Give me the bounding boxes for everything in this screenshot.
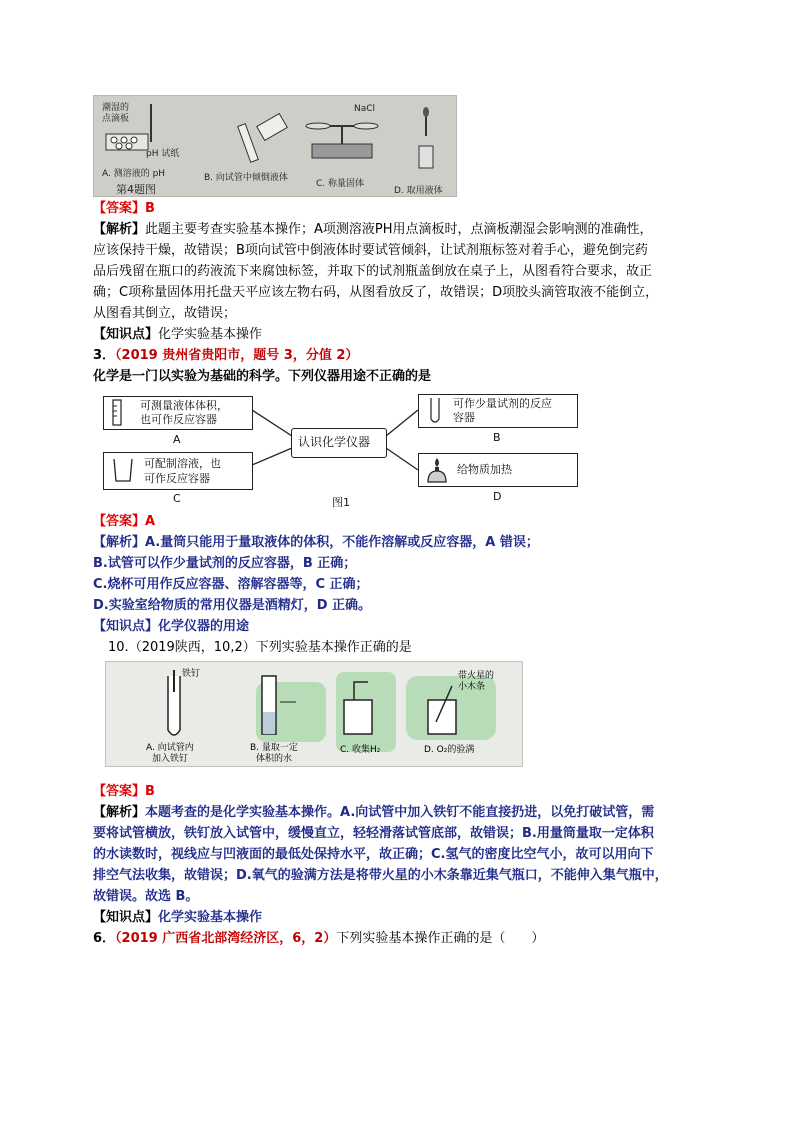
analysis-label: 【解析】 xyxy=(93,222,146,237)
q4-fig-caption: 第4题图 xyxy=(116,183,156,196)
q4-analysis-line-4: 确；C项称量固体用托盘天平应该左物右码，从图看放反了，故错误；D项胶头滴管取液不能倒立， xyxy=(93,285,659,300)
answer-value: A xyxy=(145,514,156,529)
q4-fig-option-c: C. 称量固体 xyxy=(316,179,365,189)
answer-label: 【答案】 xyxy=(93,514,146,529)
q4-fig-nacl: NaCl xyxy=(354,104,376,114)
q10-fig-opt-b-2: 体积的水 xyxy=(256,754,293,764)
graduated-cylinder-icon xyxy=(110,399,124,427)
q10-fig-opt-d: D. O₂的验满 xyxy=(424,745,475,755)
q10-fig-splint-label-1: 带火星的 xyxy=(458,671,495,681)
q3-a-line2: 也可作反应容器 xyxy=(140,413,217,426)
q3-letter-b: B xyxy=(493,431,501,444)
q4-fig-option-d: D. 取用液体 xyxy=(394,186,443,196)
q10-knowledge-point xyxy=(93,908,262,928)
q10-fig-opt-b-1: B. 量取一定 xyxy=(250,743,298,753)
q3-b-line1: 可作少量试剂的反应 xyxy=(453,397,552,410)
q4-analysis-line-2: 应该保持干燥，故错误；B项向试管中倒液体时要试管倾斜，让试剂瓶标签对着手心，避免倒完药 xyxy=(93,243,648,258)
beaker-icon xyxy=(112,457,134,483)
q3-stem: 化学是一门以实验为基础的科学。下列仪器用途不正确的是 xyxy=(93,369,432,384)
q3-box-c xyxy=(103,452,253,490)
answer-value: B xyxy=(145,201,155,216)
q10-analysis-line-3: 的水读数时，视线应与凹液面的最低处保持水平，故正确；C.氢气的密度比空气小，故可以用向下 xyxy=(93,847,654,862)
q3-box-b xyxy=(418,394,578,428)
q10-source: （2019陕西，10,2） xyxy=(128,640,256,655)
q6-number: 6． xyxy=(93,931,116,946)
q3-letter-a: A xyxy=(173,433,181,446)
q10-answer-line xyxy=(93,782,155,802)
q3-a-line1: 可测量液体体积， xyxy=(140,399,228,412)
kp-label: 【知识点】 xyxy=(93,619,159,634)
q10-analysis-line-2: 要将试管横放，铁钉放入试管中，缓慢直立，轻轻滑落试管底部，故错误；B.用量筒量取一定体积 xyxy=(93,826,654,841)
analysis-text: 本题考查的是化学实验基本操作。A.向试管中加入铁钉不能直接扔进，以免打破试管，需 xyxy=(145,805,655,820)
answer-label: 【答案】 xyxy=(93,784,146,799)
kp-text: 化学仪器的用途 xyxy=(158,619,250,634)
q4-analysis-line-5: 从图看其倒立，故错误； xyxy=(93,306,237,321)
q3-c-line1: 可配制溶液，也 xyxy=(144,457,221,470)
q10-stem: 下列实验基本操作正确的是 xyxy=(255,640,412,655)
q10-fig-opt-a-1: A. 向试管内 xyxy=(146,743,194,753)
q3-figure-caption: 图1 xyxy=(332,496,350,509)
q3-center-box xyxy=(291,428,387,458)
q10-analysis-line-1 xyxy=(93,803,654,823)
q4-fig-label-plate: 点滴板 xyxy=(102,114,130,124)
q6-source: （2019 广西省北部湾经济区，6，2） xyxy=(115,931,337,946)
q4-fig-option-a: A. 测溶液的 pH xyxy=(102,169,166,179)
q3-analysis-line-2: B.试管可以作少量试剂的反应容器，B 正确； xyxy=(93,556,357,571)
answer-value: B xyxy=(145,784,155,799)
q3-analysis-line-4: D.实验室给物质的常用仪器是酒精灯，D 正确。 xyxy=(93,598,372,613)
q10-fig-nail-label: 铁钉 xyxy=(182,669,201,679)
q4-fig-label-wet: 潮湿的 xyxy=(102,103,130,113)
q3-b-line2: 容器 xyxy=(453,411,475,424)
q4-fig-ph-paper: pH 试纸 xyxy=(146,149,180,159)
q3-answer-line xyxy=(93,512,155,532)
q10-analysis-line-4: 排空气法收集，故错误；D.氧气的验满方法是将带火星的小木条靠近集气瓶口，不能伸入集气瓶中， xyxy=(93,868,668,883)
q10-fig-opt-c: C. 收集H₂ xyxy=(340,745,381,755)
q3-analysis-line-3: C.烧杯可用作反应容器、溶解容器等，C 正确； xyxy=(93,577,369,592)
analysis-label: 【解析】 xyxy=(93,805,146,820)
q3-letter-d: D xyxy=(493,490,502,503)
answer-label: 【答案】 xyxy=(93,201,146,216)
q10-header xyxy=(108,638,412,658)
q3-d-line1: 给物质加热 xyxy=(457,463,512,476)
q3-box-a xyxy=(103,396,253,430)
alcohol-lamp-icon xyxy=(425,456,449,484)
q10-fig-opt-a-2: 加入铁钉 xyxy=(152,754,189,764)
kp-label: 【知识点】 xyxy=(93,327,159,342)
q3-number: 3． xyxy=(93,348,116,363)
test-tube-icon xyxy=(429,397,441,425)
kp-text: 化学实验基本操作 xyxy=(158,910,263,925)
kp-label: 【知识点】 xyxy=(93,910,159,925)
q4-fig-option-b: B. 向试管中倾倒液体 xyxy=(204,173,288,183)
q4-analysis-line-3: 品后残留在瓶口的药液流下来腐蚀标签，并取下的试剂瓶盖倒放在桌子上，从图看符合要求，故正 xyxy=(93,264,653,279)
q6-header xyxy=(93,929,544,949)
q10-fig-splint-label-2: 小木条 xyxy=(458,682,486,692)
q3-knowledge-point xyxy=(93,617,249,637)
q10-number: 10. xyxy=(108,640,129,655)
q3-letter-c: C xyxy=(173,492,181,505)
q3-c-line2: 可作反应容器 xyxy=(144,472,210,485)
q3-source: （2019 贵州省贵阳市，题号 3，分值 2） xyxy=(115,348,359,363)
kp-text: 化学实验基本操作 xyxy=(158,327,263,342)
analysis-text: 此题主要考查实验基本操作；A项测溶液PH用点滴板时，点滴板潮湿会影响测的准确性， xyxy=(145,222,653,237)
q10-analysis-line-5: 故错误。故选 B。 xyxy=(93,889,199,904)
q3-center-label: 认识化学仪器 xyxy=(298,435,371,449)
q10-figure-photo xyxy=(105,661,523,767)
q6-stem: 下列实验基本操作正确的是（ ） xyxy=(336,931,545,946)
q3-analysis-line-1: 【解析】A.量筒只能用于量取液体的体积，不能作溶解或反应容器，A 错误； xyxy=(93,535,539,550)
q3-box-d xyxy=(418,453,578,487)
q3-diagram-connectors xyxy=(0,0,794,520)
